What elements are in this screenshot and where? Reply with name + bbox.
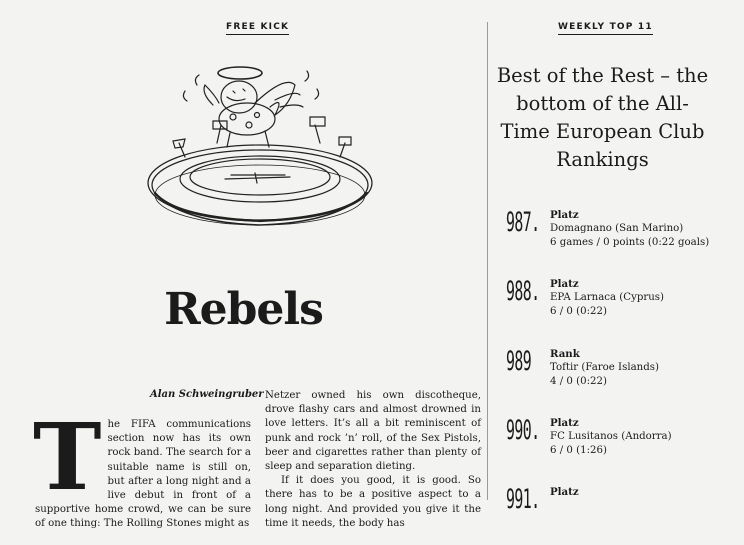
section-label-free-kick: FREE KICK — [226, 22, 289, 35]
rank-label: Platz — [550, 417, 579, 429]
rank-stats: 4 / 0 (0:22) — [550, 376, 607, 388]
section-label-weekly-top: WEEKLY TOP 11 — [558, 22, 653, 35]
rank-stats: 6 games / 0 points (0:22 goals) — [550, 237, 710, 249]
article-column-right — [265, 389, 481, 531]
top11-title: Best of the Rest – the bottom of the All-Time European Club Rankings — [496, 64, 709, 171]
column-divider — [487, 22, 488, 500]
angel-stadium-illustration — [135, 55, 385, 235]
article-column-left — [33, 403, 251, 532]
rank-item — [506, 416, 726, 476]
rank-club: FC Lusitanos (Andorra) — [550, 431, 672, 443]
rank-number: 991. — [506, 484, 540, 515]
rank-number: 987. — [506, 207, 540, 238]
article-text-col2-p1: Netzer owned his own discotheque, drove flashy cars and almost drowned in love letters. It’s all a bit reminiscent of punk and rock ’n’ roll, of the Sex Pistols, beer and cigarettes rather than plenty of sleep and separation dieting. — [265, 390, 481, 473]
rank-number: 989 — [506, 346, 532, 377]
drop-cap: T — [33, 403, 102, 511]
article-text-col2-p2: If it does you good, it is good. So there has to be a positive aspect to a long night. And provided you give it the time it needs, the body has — [265, 475, 481, 529]
rank-label: Platz — [550, 278, 579, 290]
rank-number: 990. — [506, 415, 540, 446]
rank-club: Domagnano (San Marino) — [550, 223, 684, 235]
rank-stats: 6 / 0 (1:26) — [550, 445, 607, 457]
rank-number: 988. — [506, 276, 540, 307]
rank-label: Rank — [550, 348, 580, 360]
article-headline: Rebels — [164, 284, 323, 335]
rank-label: Platz — [550, 209, 579, 221]
rank-item — [506, 277, 726, 337]
rank-stats: 6 / 0 (0:22) — [550, 306, 607, 318]
rank-item — [506, 347, 726, 407]
article-text-col1: he FIFA communications section now has its own rock band. The search for a suitable name is still on, but after a long night and a live debut in front of a supportive home crowd, we can be sure of one thing: The Rolling Stones might as — [35, 419, 251, 530]
rank-item — [506, 485, 726, 545]
rank-club: EPA Larnaca (Cyprus) — [550, 292, 664, 304]
rank-label: Platz — [550, 486, 579, 498]
article-author: Alan Schweingruber — [150, 389, 264, 400]
rank-item — [506, 208, 726, 268]
rank-club: Toftir (Faroe Islands) — [550, 362, 659, 374]
